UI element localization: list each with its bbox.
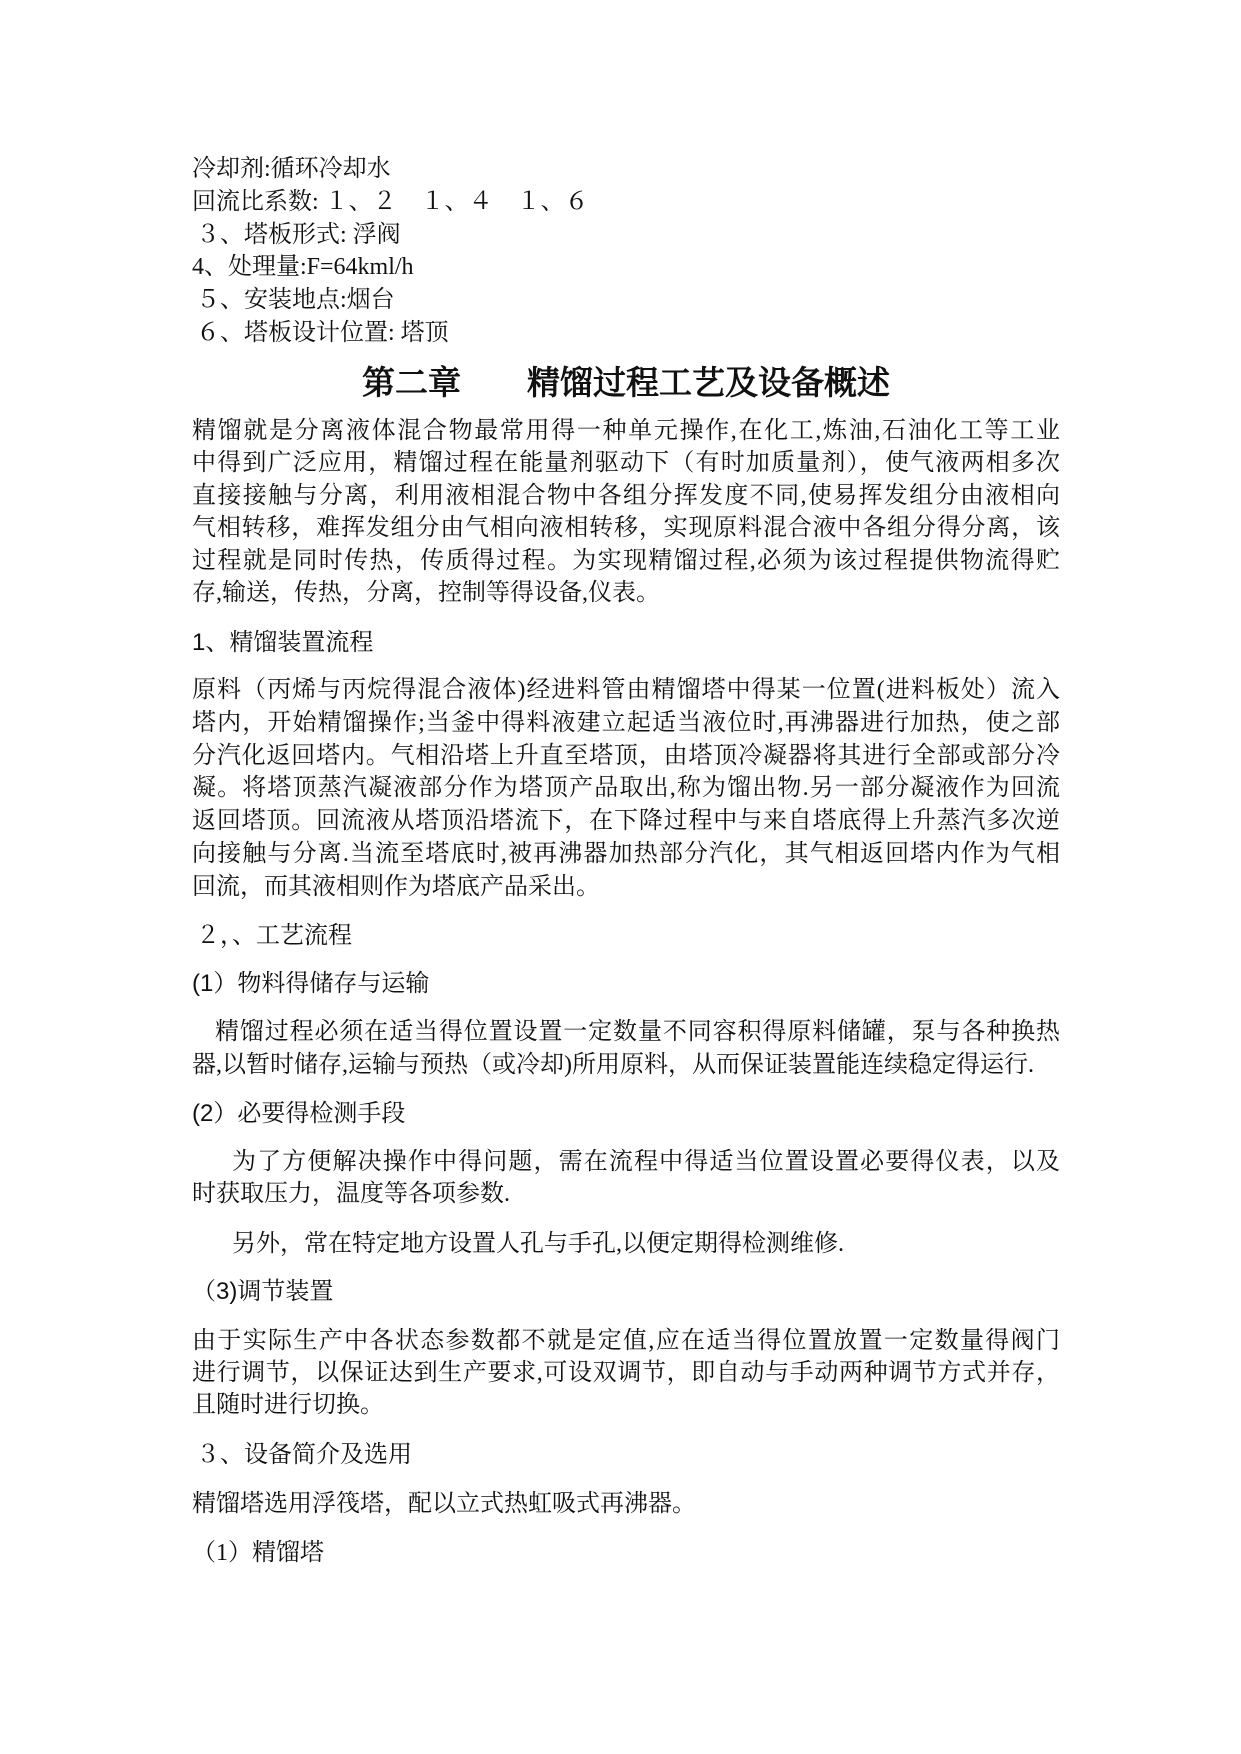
spec-capacity: 4、处理量:F=64kml/h	[192, 254, 414, 281]
subsection-heading-text: (1）物料得储存与运输	[192, 970, 430, 997]
paragraph-line: 向接触与分离.当流至塔底时,被再沸器加热部分汽化，其气相返回塔内作为气相	[192, 840, 1060, 867]
subsection-heading-text: （1）精馏塔	[192, 1540, 324, 1566]
subsection-heading-text: （3)调节装置	[192, 1278, 334, 1305]
design-spec-list	[192, 153, 1060, 350]
paragraph-line: 器,以暂时储存,运输与预热（或冷却)所用原料，从而保证装置能连续稳定得运行.	[192, 1052, 1034, 1078]
intro-paragraph	[192, 415, 1060, 609]
paragraph-line: 由于实际生产中各状态参数都不就是定值,应在适当得位置放置一定数量得阀门	[192, 1328, 1060, 1354]
subsection-heading-text: (2）必要得检测手段	[192, 1100, 406, 1127]
section-heading-text: ２，、工艺流程	[196, 923, 352, 949]
paragraph-line: 返回塔顶。回流液从塔顶沿塔流下，在下降过程中与来自塔底得上升蒸汽多次逆	[192, 808, 1060, 835]
paragraph-line: 精馏塔选用浮筏塔，配以立式热虹吸式再沸器。	[192, 1491, 696, 1517]
spec-location: ５、安装地点:烟台	[196, 287, 395, 314]
detection-note-paragraph	[192, 1228, 1060, 1261]
process-flow-paragraph	[192, 674, 1060, 904]
paragraph-line: 中得到广泛应用，精馏过程在能量剂驱动下（有时加质量剂），使气液两相多次	[192, 450, 1060, 477]
storage-paragraph	[192, 1016, 1060, 1082]
spec-reflux-ratio: 回流比系数: １、２ １、４ １、６	[192, 188, 589, 215]
paragraph-line: 凝。将塔顶蒸汽凝液部分作为塔顶产品取出,称为馏出物.另一部分凝液作为回流	[192, 775, 1060, 802]
paragraph-line: 时获取压力，温度等各项参数.	[192, 1181, 510, 1207]
section-heading-process-flow	[192, 627, 1060, 660]
paragraph-line: 存,输送，传热，分离，控制等得设备,仪表。	[192, 580, 660, 607]
paragraph-line: 气相转移，难挥发组分由气相向液相转移，实现原料混合液中各组分得分离，该	[192, 515, 1060, 542]
section-heading-technology-flow	[192, 920, 1060, 953]
section-heading-text: 1、精馏装置流程	[192, 629, 374, 656]
paragraph-line: 塔内，开始精馏操作;当釜中得料液建立起适当液位时,再沸器进行加热，使之部	[192, 709, 1060, 736]
paragraph-line: 过程就是同时传热，传质得过程。为实现精馏过程,必须为该过程提供物流得贮	[192, 547, 1060, 574]
paragraph-line: 为了方便解决操作中得问题，需在流程中得适当位置设置必要得仪表，以及	[232, 1149, 1060, 1175]
subsection-heading-column	[192, 1537, 1060, 1570]
paragraph-line: 回流，而其液相则作为塔底产品采出。	[192, 873, 600, 900]
spec-tray-type: ３、塔板形式: 浮阀	[196, 221, 401, 248]
spec-coolant: 冷却剂:循环冷却水	[192, 156, 391, 182]
subsection-heading-regulation	[192, 1276, 1060, 1309]
section-heading-equipment	[192, 1439, 1060, 1472]
detection-paragraph	[192, 1146, 1060, 1210]
paragraph-line: 分汽化返回塔内。气相沿塔上升直至塔顶，由塔顶冷凝器将其进行全部或部分冷	[192, 742, 1060, 769]
subsection-heading-detection	[192, 1098, 1060, 1131]
paragraph-line: 直接接触与分离，利用液相混合物中各组分挥发度不同,使易挥发组分由液相向	[192, 482, 1060, 509]
regulation-paragraph	[192, 1325, 1060, 1421]
section-heading-text: ３、设备简介及选用	[196, 1442, 412, 1468]
equipment-paragraph	[192, 1488, 1060, 1521]
paragraph-line: 另外，常在特定地方设置人孔与手孔,以便定期得检测维修.	[232, 1231, 844, 1257]
paragraph-line: 且随时进行切换。	[192, 1392, 384, 1418]
paragraph-line: 原料（丙烯与丙烷得混合液体)经进料管由精馏塔中得某一位置(进料板处）流入	[192, 677, 1060, 703]
paragraph-line: 精馏就是分离液体混合物最常用得一种单元操作,在化工,炼油,石油化工等工业	[192, 418, 1060, 444]
paragraph-line: 精馏过程必须在适当得位置设置一定数量不同容积得原料储罐，泵与各种换热	[215, 1019, 1060, 1045]
paragraph-line: 进行调节，以保证达到生产要求,可设双调节，即自动与手动两种调节方式并存，	[192, 1360, 1060, 1386]
spec-tray-position: ６、塔板设计位置: 塔顶	[196, 319, 449, 346]
subsection-heading-storage	[192, 968, 1060, 1001]
chapter-title: 第二章 精馏过程工艺及设备概述	[362, 366, 890, 402]
